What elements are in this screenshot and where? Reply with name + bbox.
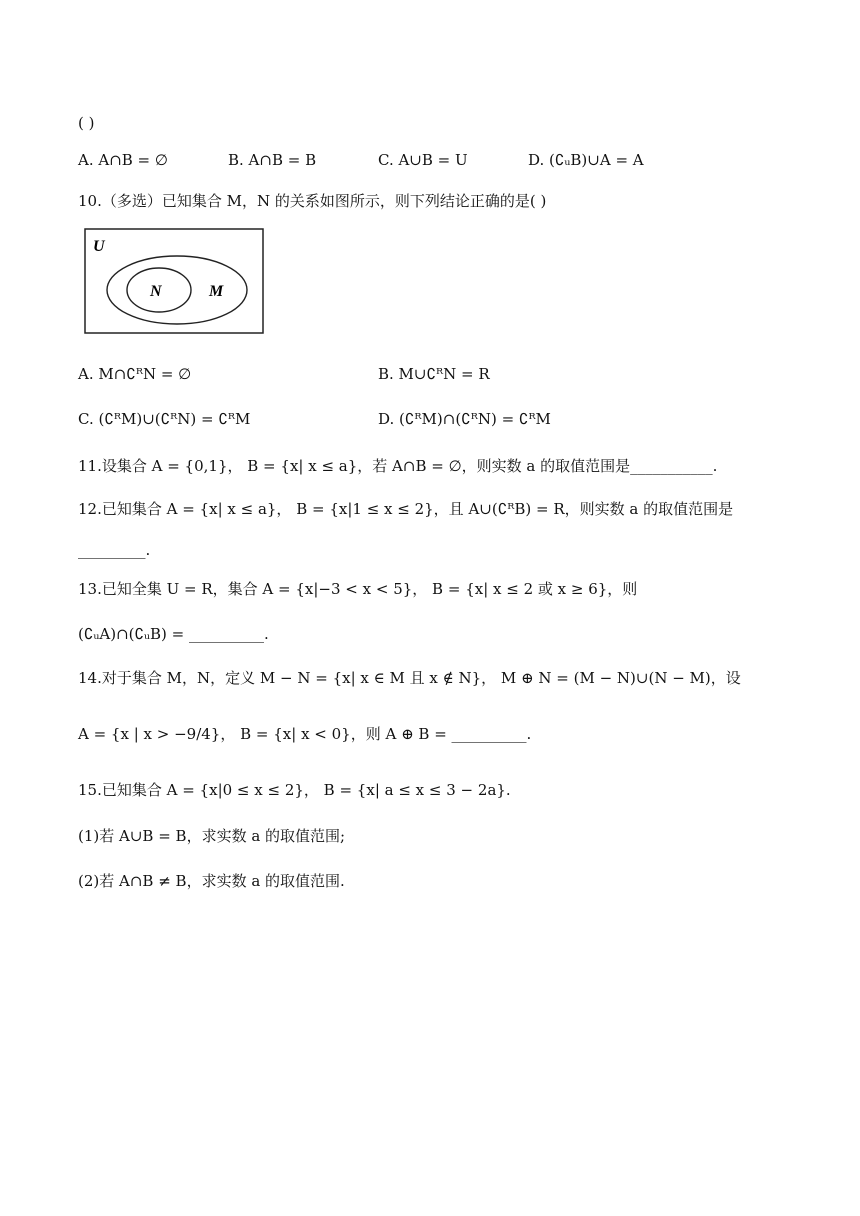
q9-option-d: D. (∁ᵤB)∪A = A [528,151,644,169]
set-m-label: M [209,283,224,300]
q15-stem: 15.已知集合 A = {x|0 ≤ x ≤ 2}， B = {x| a ≤ x ≤ 3 − 2a}. [78,781,511,799]
q9-stem-tail: ( ) [78,114,95,132]
q14-line2: A = {x | x > −9/4}， B = {x| x < 0}，则 A ⊕ B = __________. [78,725,532,743]
q10-option-a: A. M∩∁ᴿN = ∅ [78,365,192,383]
set-m-ellipse [107,256,247,324]
venn-diagram [84,228,266,336]
q14-line1: 14.对于集合 M，N，定义 M − N = {x| x ∈ M 且 x ∉ N}， M ⊕ N = (M − N)∪(N − M)，设 [78,669,741,687]
q9-option-b: B. A∩B = B [228,151,317,169]
q13-line1: 13.已知全集 U = R，集合 A = {x|−3 < x < 5}， B = {x| x ≤ 2 或 x ≥ 6}，则 [78,580,638,598]
universe-label: U [93,238,105,255]
q9-option-a: A. A∩B = ∅ [78,151,168,169]
q13-line2: (∁ᵤA)∩(∁ᵤB) = __________. [78,625,269,643]
q15-part1: (1)若 A∪B = B，求实数 a 的取值范围; [78,827,346,845]
q12-line1: 12.已知集合 A = {x| x ≤ a}， B = {x|1 ≤ x ≤ 2}，且 A∪(∁ᴿB) = R，则实数 a 的取值范围是 [78,500,734,518]
q10-option-b: B. M∪∁ᴿN = R [378,365,490,383]
q12-line2: _________. [78,541,151,559]
q11: 11.设集合 A = {0,1}， B = {x| x ≤ a}，若 A∩B = ∅，则实数 a 的取值范围是___________. [78,457,718,475]
q15-part2: (2)若 A∩B ≠ B，求实数 a 的取值范围. [78,872,345,890]
universe-rect [85,229,263,333]
set-n-label: N [150,283,162,300]
q9-option-c: C. A∪B = U [378,151,468,169]
q10-stem: 10.（多选）已知集合 M，N 的关系如图所示，则下列结论正确的是( ) [78,192,547,210]
q10-option-c: C. (∁ᴿM)∪(∁ᴿN) = ∁ᴿM [78,410,251,428]
q10-option-d: D. (∁ᴿM)∩(∁ᴿN) = ∁ᴿM [378,410,551,428]
